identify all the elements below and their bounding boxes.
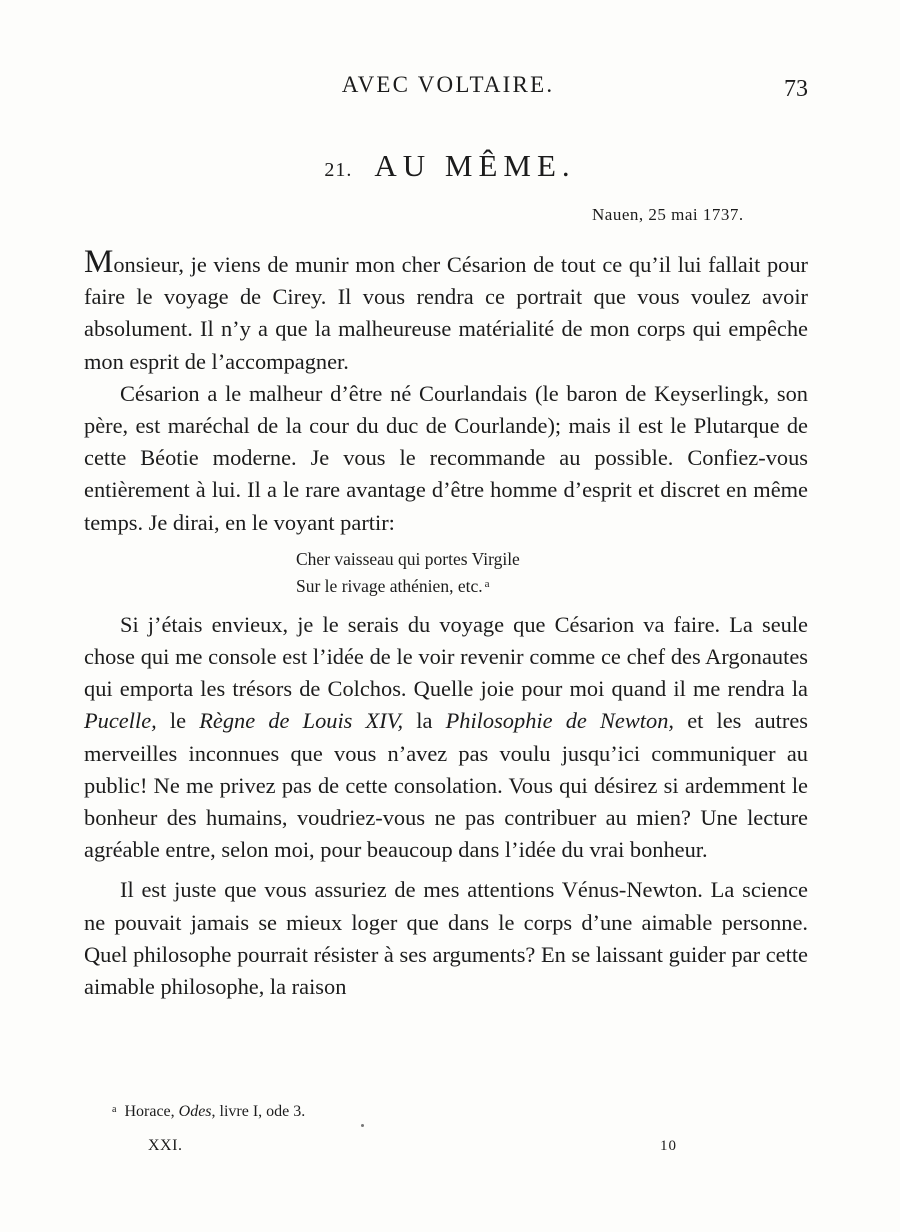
- title-philosophie-newton: Philosophie de Newton,: [445, 708, 675, 734]
- footnote-reference: a: [484, 577, 490, 590]
- letter-number: 21.: [324, 159, 353, 181]
- paragraph-1: [84, 246, 808, 378]
- paragraph-3-part-1: Si j’étais envieux, je le serais du voyage que Césarion va faire. La seule chose qui me console est l’idée de le voir revenir comme ce chef des Argonautes qui emporta les trésors de Colchos. Quelle joie pour moi quand il me rendra la: [84, 611, 808, 702]
- footnote-text-before: Horace,: [124, 1103, 179, 1120]
- ink-speck: [361, 1124, 364, 1127]
- paragraph-3-part-4: et les autres merveilles inconnues que vous n’avez pas voulu jusqu’ici communiquer au public! Ne me privez pas de cette consolation. Vous qui désirez si ardemment le bonheur des humains, voudriez-vous ne pas contribuer au mien? Une lecture agréable entre, selon moi, pour beaucoup dans l’idée du vrai bonheur.: [84, 708, 809, 863]
- footnote-mark: a: [112, 1104, 117, 1115]
- sheet-number: 10: [660, 1138, 677, 1154]
- verse-line-2: [296, 572, 808, 599]
- paragraph-3-part-3: la: [403, 708, 446, 734]
- verse-quote: [296, 547, 808, 599]
- paragraph-1-text: onsieur, je viens de munir mon cher Césarion de tout ce qu’il lui fallait pour faire le voyage de Cirey. Il vous rendra ce portrait que vous voulez avoir absolument. Il n’y a que la malheureuse matérialité de mon corps qui empêche mon esprit de l’accompagner.: [84, 252, 808, 374]
- footnote-text-after: , livre I, ode 3.: [211, 1103, 306, 1120]
- paragraph-3-part-2: le: [156, 708, 200, 734]
- paragraph-3: [84, 609, 808, 867]
- running-title: AVEC VOLTAIRE.: [341, 72, 555, 97]
- dateline: Nauen, 25 mai 1737.: [592, 205, 744, 224]
- verse-line-1: Cher vaisseau qui portes Virgile: [296, 548, 520, 569]
- verse-line-2-text: Sur le rivage athénien, etc.: [296, 575, 483, 596]
- footnote-italic: Odes: [178, 1103, 212, 1120]
- letter-body: [84, 246, 808, 1003]
- title-regne-louis-xiv: Règne de Louis XIV,: [199, 708, 404, 734]
- drop-cap: M: [84, 244, 114, 280]
- page-number: 73: [784, 76, 808, 102]
- footnote: [112, 1103, 305, 1121]
- signature-mark: XXI.: [148, 1137, 183, 1154]
- letter-title: AU MÊME.: [374, 148, 576, 183]
- paragraph-4: Il est juste que vous assuriez de mes attentions Vénus-Newton. La science ne pouvait jamais se mieux loger que dans le corps d’une aimable personne. Quel philosophe pourrait résister à ses arguments? En se laissant guider par cette aimable philosophe, la raison: [84, 877, 808, 1000]
- paragraph-2: Césarion a le malheur d’être né Courlandais (le baron de Keyserlingk, son père, est maréchal de la cour du duc de Courlande); mais il est le Plutarque de cette Béotie moderne. Je vous le recommande au possible. Confiez-vous entièrement à lui. Il a le rare avantage d’être homme d’esprit et discret en même temps. Je dirai, en le voyant partir:: [84, 380, 808, 535]
- title-pucelle: Pucelle,: [84, 708, 157, 734]
- letter-heading: [0, 148, 900, 184]
